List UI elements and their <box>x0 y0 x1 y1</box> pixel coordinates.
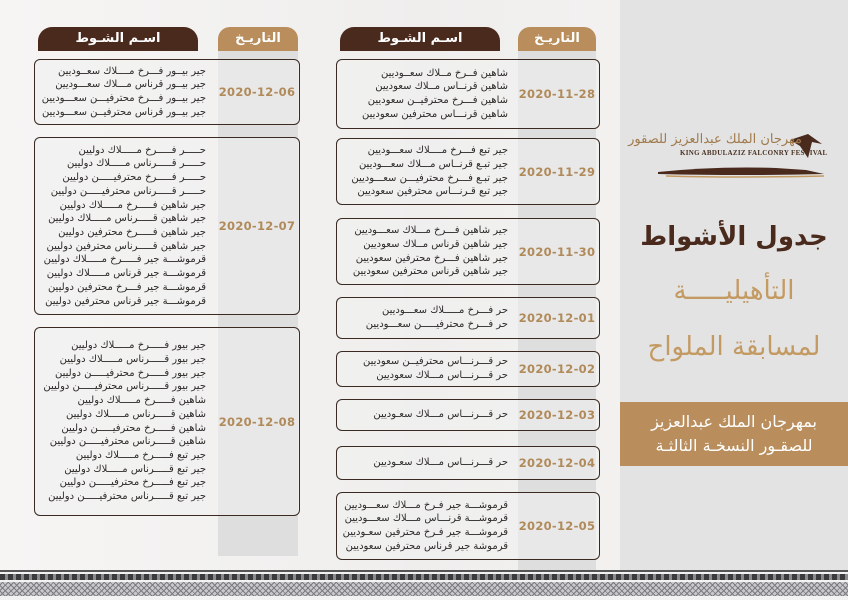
header-date: التاريـخ <box>518 27 596 51</box>
header-round-name: اسـم الشـوط <box>340 27 500 51</box>
round-item: قرموشـــة جير فـــرخ محترفين دوليين <box>47 281 206 293</box>
block-date: 2020-12-02 <box>518 362 596 376</box>
round-item: شاهين قـــــرناس محترفيـــــن دوليين <box>49 436 206 448</box>
round-list <box>343 139 508 204</box>
round-item: جير بيور قـــــرناس مـــــلاك دوليين <box>59 353 206 365</box>
round-list <box>41 138 206 314</box>
pattern-line <box>0 570 848 572</box>
round-item: شاهين فـــــرخ مـــــلاك دوليين <box>77 395 206 407</box>
block-date: 2020-12-08 <box>218 414 296 429</box>
schedule-block <box>336 446 600 480</box>
round-item: حـــــر قـــــرناس مـــــلاك دوليين <box>66 158 206 170</box>
round-item: شاهين قرنـــاس محترفين سعوديين <box>362 108 508 120</box>
page-title: جدول الأشواط <box>640 222 828 252</box>
block-date: 2020-11-30 <box>518 244 596 259</box>
header-round-name: اسـم الشـوط <box>38 27 198 51</box>
column-header <box>34 27 300 51</box>
festival-logo <box>628 132 848 202</box>
title-panel <box>620 0 848 570</box>
schedule-block <box>336 138 600 205</box>
schedule-block <box>34 327 300 516</box>
round-item: حر فـــرخ محترفيـــــن سعـــوديين <box>365 319 508 330</box>
round-item: شاهين فـــــرخ محترفيـــــن دوليين <box>61 422 206 434</box>
round-item: حر قـــرنـــاس مـــلاك سعـوديين <box>373 457 508 469</box>
schedule-block <box>336 492 600 560</box>
round-item: جير تبع فـــــرخ مـــــلاك دوليين <box>75 449 206 461</box>
block-date: 2020-12-07 <box>218 219 296 233</box>
round-item: حر فـــرخ مـــــلاك سعـــوديين <box>381 305 508 317</box>
festival-line-2: للصقـور النسخـة الثالثـة <box>655 436 813 455</box>
round-item: جير بيــور فـــرخ محترفيـــن سعـــوديين <box>41 93 206 104</box>
round-item: جير شاهين فـــــرخ مـــــلاك دوليين <box>59 199 206 211</box>
block-date: 2020-12-06 <box>218 85 296 99</box>
block-date: 2020-12-03 <box>518 408 596 422</box>
logo-english-text: KING ABDULAZIZ FALCONRY FESTIVAL <box>680 149 828 157</box>
round-item: جير تبع قـــــرناس مـــــلاك دوليين <box>64 463 206 475</box>
round-item: حر قـــرنـــاس مـــلاك سعـوديين <box>373 409 508 421</box>
schedule-block <box>336 399 600 431</box>
column-header <box>336 27 600 51</box>
header-date: التاريـخ <box>218 27 298 51</box>
round-item: شاهين فـــرخ محترفيــن سعوديين <box>367 95 508 106</box>
pattern-band-diamonds <box>0 582 848 596</box>
round-item: جير بيــور قرناس مـــلاك سعـــوديين <box>55 79 206 91</box>
round-item: جير شاهين فـــرخ مـــلاك سعـــوديين <box>354 225 508 237</box>
round-item: جير شاهين قرناس محترفين سعوديين <box>352 266 508 278</box>
round-list <box>41 328 206 515</box>
round-item: جير تبع فـــرخ مــــلاك سعـــوديين <box>367 145 508 157</box>
schedule-column-b <box>34 27 300 503</box>
round-item: شاهين فــرخ مــلاك سعــوديين <box>381 67 508 79</box>
round-list <box>343 352 508 386</box>
round-item: قرموشة جير قرناس محترفين سعوديين <box>345 540 508 552</box>
round-list <box>343 447 508 479</box>
round-item: جير بيــور فـــرخ مــــلاك سعــوديين <box>57 65 206 77</box>
round-item: شاهين قـــــرناس مـــــلاك دوليين <box>65 408 206 420</box>
round-item: قرموشـــة جير قرناس محترفين دوليين <box>45 295 206 307</box>
round-item: جير بيور قـــــرناس محترفيـــــن دوليين <box>43 381 206 393</box>
block-date: 2020-11-28 <box>518 87 596 101</box>
schedule-block <box>336 59 600 129</box>
round-item: جير شاهين فـــرخ محترفين سعوديين <box>355 252 508 264</box>
page-subtitle-1: التأهيليـــــة <box>673 276 795 306</box>
round-item: جير بيور فـــــرخ محترفيـــــن دوليين <box>54 367 206 379</box>
block-date: 2020-11-29 <box>518 164 596 179</box>
block-date: 2020-12-05 <box>518 519 596 533</box>
schedule-block <box>34 137 300 315</box>
round-item: قرموشـــة قرنـــاس مـــلاك سعـــوديين <box>344 513 508 525</box>
round-list <box>343 493 508 559</box>
round-item: جير تبـع قرنــاس مـــلاك سعـــوديين <box>358 158 508 170</box>
round-item: جير تبع فـــــرخ محترفيـــــن دوليين <box>59 477 206 489</box>
block-date: 2020-12-01 <box>518 311 596 325</box>
schedule-column-a <box>336 27 600 552</box>
round-list <box>343 400 508 430</box>
schedule-block <box>336 297 600 339</box>
round-item: شاهين قرنــاس مــلاك سعوديين <box>375 81 508 93</box>
festival-banner <box>620 402 848 466</box>
feather-icon <box>656 162 826 180</box>
round-item: حـــــر فـــــرخ محترفيـــــن دوليين <box>62 172 206 184</box>
round-item: قرموشـــة جير فـرخ مـــلاك سعـــوديين <box>344 499 508 511</box>
round-list <box>343 298 508 338</box>
round-item: قرموشـــة جير فـرخ محترفين سعـوديين <box>342 527 508 538</box>
round-item: جير شاهين فـــــرخ محترفين دوليين <box>58 227 206 238</box>
round-item: جير شاهين قرناس مــلاك سعوديين <box>363 238 508 250</box>
schedule-block <box>34 59 300 125</box>
pattern-band-top <box>0 574 848 580</box>
round-item: قرموشـــة جير فـــــرخ مـــــلاك دوليين <box>43 254 206 266</box>
schedule-block <box>336 218 600 285</box>
round-item: جير بيور فـــــرخ مـــــلاك دوليين <box>71 340 206 352</box>
round-item: جير شاهين قـــــرناس مـــــلاك دوليين <box>48 213 206 225</box>
schedule-block <box>336 351 600 387</box>
round-item: جير تبـع فـــرخ محترفيـــن سعـــوديين <box>351 172 508 184</box>
round-item: قرموشـــة جير قرناس مـــــلاك دوليين <box>46 268 206 280</box>
round-item: حر قـــرنـــاس محترفيــن سعوديين <box>363 356 508 368</box>
block-date: 2020-12-04 <box>518 456 596 470</box>
round-list <box>343 60 508 128</box>
festival-line-1: بمهرجان الملك عبدالعزيز <box>651 412 817 431</box>
round-list <box>41 60 206 124</box>
logo-arabic-text: مهرجان الملك عبدالعزيز للصقور <box>628 132 802 147</box>
round-item: حـــــر قـــــرناس محترفيـــــن دوليين <box>50 185 206 197</box>
round-item: حر قـــرنـــاس مـــلاك سعوديين <box>376 370 508 381</box>
round-item: جير شاهين قـــــرناس محترفين دوليين <box>46 240 206 252</box>
round-item: جير تبع قـرنـــاس محترفين سعوديين <box>357 186 508 198</box>
round-item: جير تبع قـــــرناس محترفيـــــن دوليين <box>48 491 206 503</box>
round-item: جير بيــور قرناس محترفيــن سعـــوديين <box>41 106 206 118</box>
decorative-border-pattern <box>0 570 848 600</box>
round-list <box>343 219 508 284</box>
page-subtitle-2: لمسابقة الملواح <box>647 332 821 362</box>
round-item: حـــــر فـــــرخ مـــــلاك دوليين <box>78 144 206 156</box>
